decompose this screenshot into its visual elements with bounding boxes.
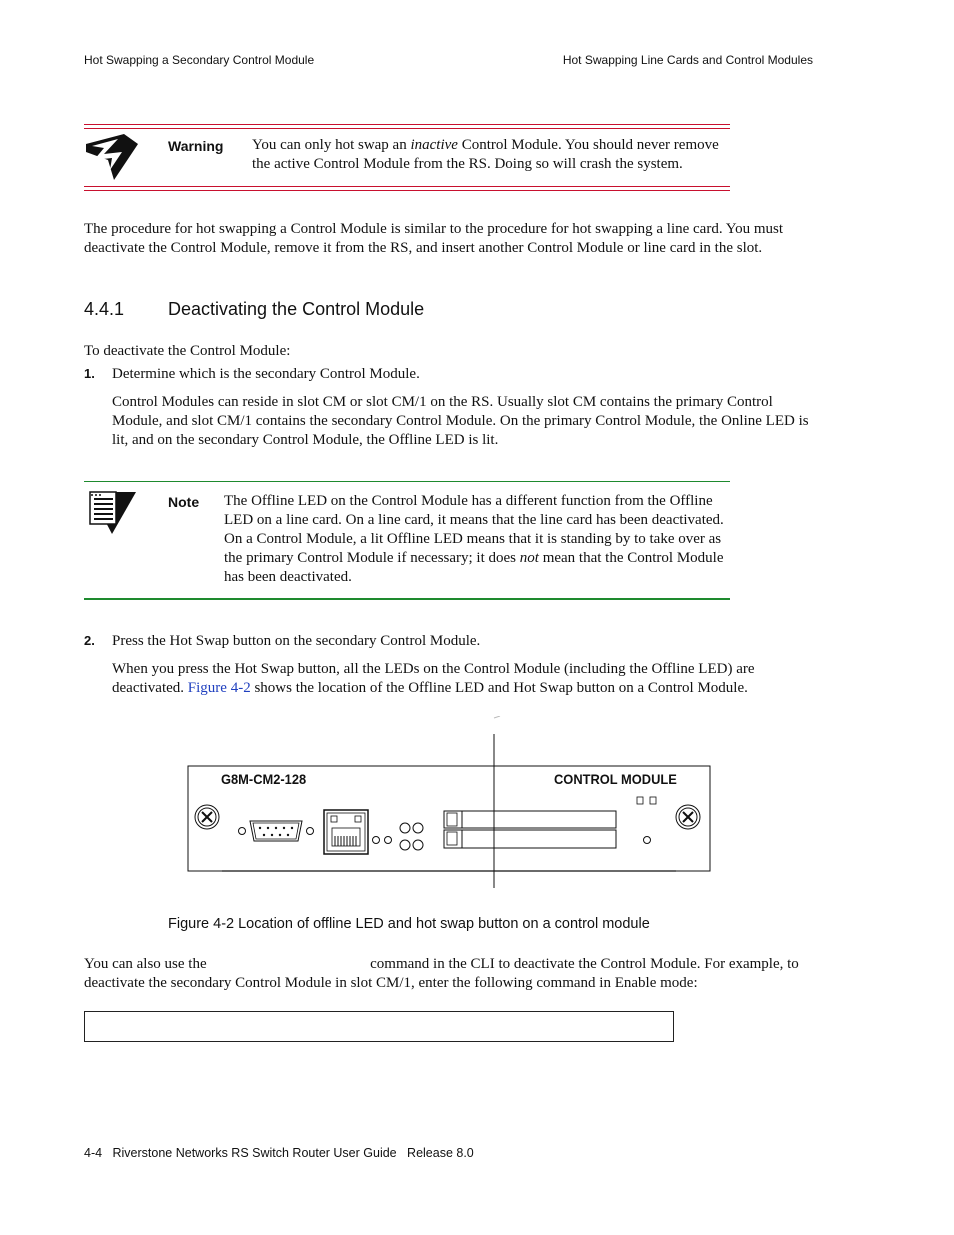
step-2-detail-pre: When you press the Hot Swap button, all the LEDs on the Control Module (including the Offline LED) are deactivated. [112, 661, 755, 696]
warning-rule-bottom-2 [84, 190, 730, 191]
figure-4-2-link[interactable]: Figure 4-2 [187, 680, 251, 696]
note-text [224, 492, 730, 587]
warning-rule-bottom [84, 186, 730, 187]
running-header-right: Hot Swapping Line Cards and Control Modules [562, 53, 813, 67]
step-1-title: Determine which is the secondary Control Module. [112, 366, 420, 382]
warning-label: Warning [168, 138, 224, 154]
figure-caption: Figure 4-2 Location of offline LED and hot swap button on a control module [168, 916, 650, 932]
figure-model-label: G8M-CM2-128 [221, 771, 307, 787]
step-1-detail: Control Modules can reside in slot CM or slot CM/1 on the RS. Usually slot CM contains the primary Control Module, and slot CM/1 contains the secondary Control Module. On the primary Control Module, the Online LED is lit, and on the secondary Control Module, the Offline LED is lit. [112, 394, 809, 448]
running-header-left: Hot Swapping a Secondary Control Module [84, 53, 315, 67]
footer [84, 1146, 474, 1160]
note-text-pre: The Offline LED on the Control Module has a different function from the Offline LED on a line card. On a line card, it means that the line card has been deactivated. On a Control Module, a lit Offline LED means that it is standing by to take over as the primary Control Module if necessary; it does [224, 493, 724, 566]
note-text-post: mean that the Control Module has been deactivated. [224, 550, 724, 585]
note-label: Note [168, 494, 200, 510]
cli-command-box [84, 1011, 674, 1042]
section-title: Deactivating the Control Module [168, 299, 425, 319]
section-number: 4.4.1 [84, 299, 125, 319]
step-2-title: Press the Hot Swap button on the secondary Control Module. [112, 633, 481, 649]
control-module-figure [180, 716, 720, 894]
intro-paragraph: The procedure for hot swapping a Control Module is similar to the procedure for hot swapping a line card. You must deactivate the Control Module, remove it from the RS, and insert another Control Module or line card in the slot. [84, 221, 784, 256]
warning-lightning-icon [84, 130, 142, 182]
warning-rule-top [84, 124, 730, 125]
warning-text-post: Control Module. You should never remove the active Control Module from the RS. Doing so will crash the system. [252, 137, 719, 172]
footer-title: Riverstone Networks RS Switch Router User Guide [112, 1146, 397, 1160]
cli-paragraph [84, 955, 816, 993]
footer-page-number: 4-4 [84, 1146, 103, 1160]
step-2-detail [112, 660, 816, 698]
procedure-lead: To deactivate the Control Module: [84, 343, 291, 359]
step-1-number: 1. [84, 366, 95, 381]
footer-release: Release 8.0 [407, 1146, 474, 1160]
step-2-number: 2. [84, 633, 95, 648]
warning-rule-top-2 [84, 128, 730, 129]
figure-module-label: CONTROL MODULE [554, 771, 677, 787]
cli-text-pre: You can also use the [84, 956, 211, 972]
warning-text [252, 136, 732, 174]
step-2-detail-post: shows the location of the Offline LED and Hot Swap button on a Control Module. [250, 680, 748, 696]
note-notepad-icon [86, 490, 140, 536]
warning-text-pre: You can only hot swap an [252, 137, 411, 153]
note-text-em: not [519, 550, 539, 566]
note-rule-top [84, 481, 730, 482]
warning-text-em: inactive [410, 137, 458, 153]
cli-text-post: command in the CLI to deactivate the Control Module. For example, to deactivate the secondary Control Module in slot CM/1, enter the following command in Enable mode: [84, 956, 799, 991]
note-rule-bottom [84, 598, 730, 600]
